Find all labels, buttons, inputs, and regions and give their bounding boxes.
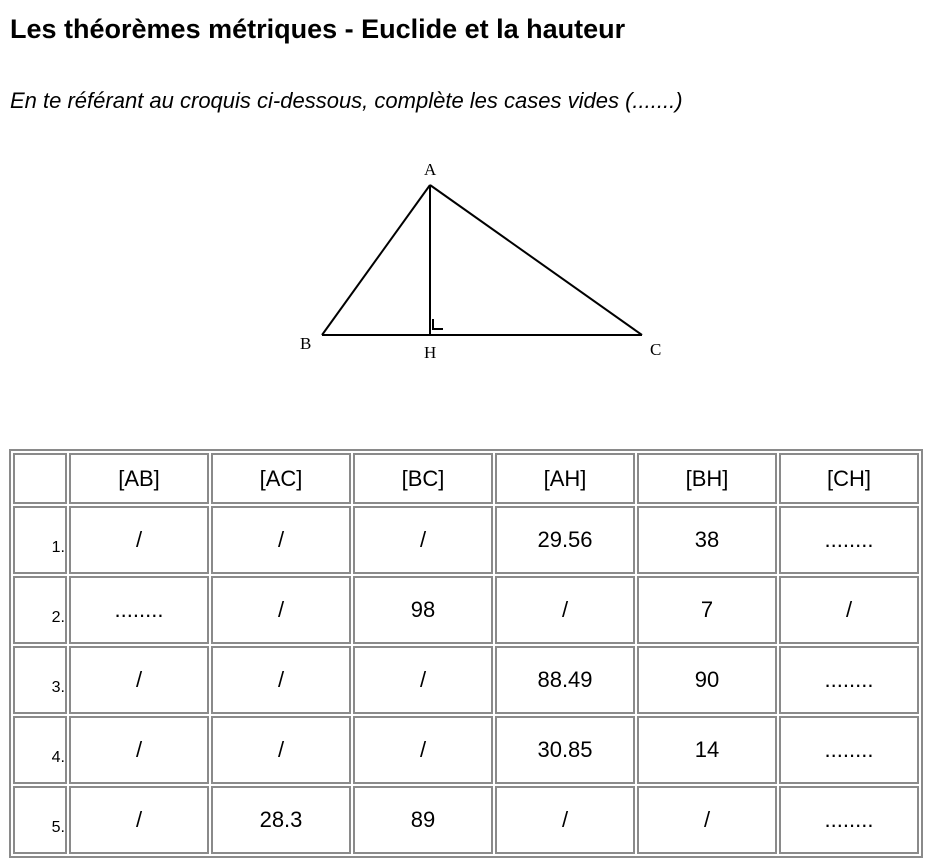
table-cell: / — [211, 576, 351, 644]
vertex-label-c: C — [650, 340, 662, 359]
table-cell: ........ — [779, 646, 919, 714]
row-number: 2. — [13, 576, 67, 644]
header-cell-bh: [BH] — [637, 453, 777, 504]
row-number: 3. — [13, 646, 67, 714]
table-cell: ........ — [779, 716, 919, 784]
table-cell: / — [69, 786, 209, 854]
table-cell: / — [495, 786, 635, 854]
right-angle-marker — [433, 319, 443, 329]
table-cell: / — [211, 716, 351, 784]
row-number: 1. — [13, 506, 67, 574]
table-cell: 29.56 — [495, 506, 635, 574]
table-cell: / — [353, 716, 493, 784]
table-cell: / — [779, 576, 919, 644]
table-row — [13, 716, 919, 784]
table-cell: / — [69, 716, 209, 784]
table-cell: ........ — [779, 786, 919, 854]
table-header-row — [13, 453, 919, 504]
header-cell-ch: [CH] — [779, 453, 919, 504]
table-cell: / — [69, 646, 209, 714]
vertex-label-a: A — [424, 160, 437, 179]
vertex-label-b: B — [300, 334, 312, 353]
table-cell: 30.85 — [495, 716, 635, 784]
instruction-text: En te référant au croquis ci-dessous, complète les cases vides (.......) — [10, 88, 683, 113]
table-cell: ........ — [69, 576, 209, 644]
header-cell-bc: [BC] — [353, 453, 493, 504]
table-cell: 28.3 — [211, 786, 351, 854]
table-cell: 90 — [637, 646, 777, 714]
exercise-table-wrapper — [9, 449, 923, 858]
side-ab — [322, 185, 430, 335]
table-row — [13, 506, 919, 574]
header-cell-ah: [AH] — [495, 453, 635, 504]
table-cell: 98 — [353, 576, 493, 644]
table-cell: / — [637, 786, 777, 854]
page-title: Les théorèmes métriques - Euclide et la hauteur — [10, 14, 626, 44]
table-cell: / — [353, 506, 493, 574]
table-row — [13, 646, 919, 714]
table-row — [13, 786, 919, 854]
table-cell: / — [69, 506, 209, 574]
triangle-figure — [290, 155, 680, 385]
header-cell-ab: [AB] — [69, 453, 209, 504]
table-cell: 88.49 — [495, 646, 635, 714]
header-cell-corner — [13, 453, 67, 504]
table-cell: 7 — [637, 576, 777, 644]
table-cell: / — [495, 576, 635, 644]
side-ac — [430, 185, 642, 335]
table-row — [13, 576, 919, 644]
table-cell: / — [211, 646, 351, 714]
table-cell: 89 — [353, 786, 493, 854]
row-number: 4. — [13, 716, 67, 784]
triangle-diagram — [290, 155, 680, 385]
header-cell-ac: [AC] — [211, 453, 351, 504]
table-cell: ........ — [779, 506, 919, 574]
vertex-label-h: H — [424, 343, 437, 362]
row-number: 5. — [13, 786, 67, 854]
table-cell: / — [211, 506, 351, 574]
table-cell: 14 — [637, 716, 777, 784]
exercise-table — [9, 449, 923, 858]
table-cell: 38 — [637, 506, 777, 574]
table-cell: / — [353, 646, 493, 714]
